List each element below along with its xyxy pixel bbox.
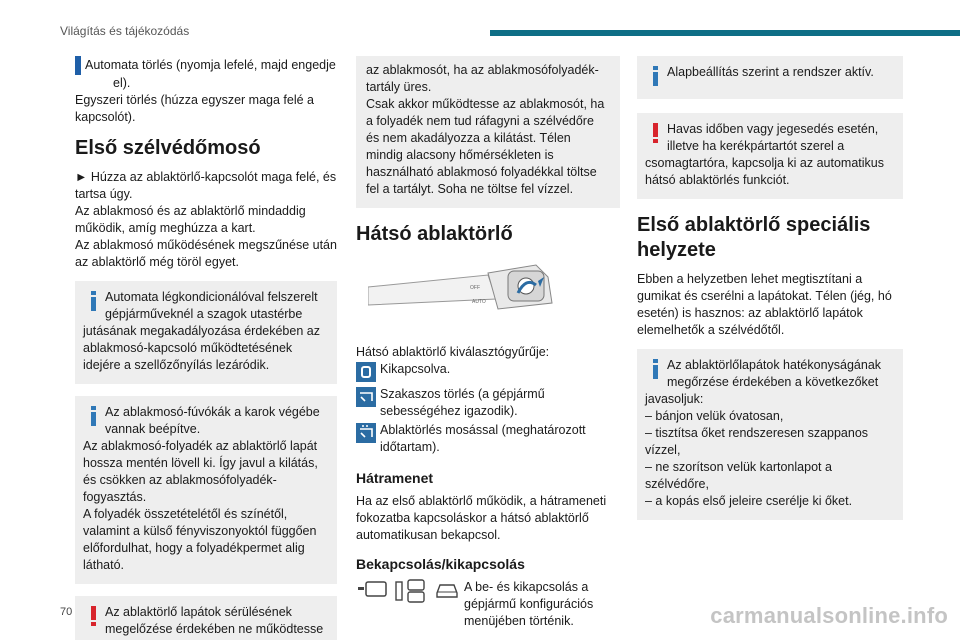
info-box-default <box>637 56 903 99</box>
option-off <box>356 361 620 382</box>
info-text: javasoljuk: <box>645 392 704 406</box>
warning-text: Csak akkor működtesse az ablakmosót, ha a folyadék nem tud ráfagyni a szélvédőre és nem akadályozza a kilátást. Télen mindig alacsony hőmérsékleten is használható ablakmosó folyadékkal töltse fel a tartályt. Soha ne töltse fel vízzel. <box>366 97 605 196</box>
warning-box-continued <box>356 56 620 208</box>
rear-wiper-stalk-illustration <box>368 259 578 327</box>
info-text: jutásának megakadályozása érdekében az ablakmosó-kapcsoló működtetésének idejére a szellőzőnyílás lezáródik. <box>83 324 320 372</box>
column-3 <box>637 56 903 534</box>
column-2 <box>356 56 620 630</box>
info-icon <box>86 406 102 428</box>
paragraph: Az ablakmosó működésének megszűnése után az ablaktörlő még töröl egyet. <box>75 238 337 269</box>
option-wash <box>356 422 620 456</box>
illustration-label-off: OFF <box>470 285 480 291</box>
selector-title: Hátsó ablaktörlő kiválasztógyűrűje: <box>356 345 550 359</box>
info-box-nozzles <box>75 396 337 584</box>
running-header: Világítás és tájékozódás <box>60 24 190 38</box>
auto-badge-label: AUTO <box>40 61 63 70</box>
info-icon <box>648 66 664 88</box>
subheading-onoff: Bekapcsolás/kikapcsolás <box>356 556 525 572</box>
warning-icon <box>86 606 102 628</box>
paragraph: Ebben a helyzetben lehet megtisztítani a gumikat és cserélni a lapátokat. Télen (jég, hó esetén) is hasznos: az ablaktörlő lapátok elemelhetők a szélvédőtől. <box>637 272 892 337</box>
warning-text: az ablakmosót, ha az ablakmosófolyadék-tartály üres. <box>366 63 599 94</box>
warning-icon <box>648 123 664 145</box>
config-icons-row <box>356 579 620 630</box>
subheading-reverse: Hátramenet <box>356 470 434 486</box>
info-text: Automata légkondicionálóval felszerelt gépjárműveknél a szagok utastérbe <box>105 290 318 321</box>
info-box-blade-care <box>637 349 903 520</box>
warning-box-blades <box>75 596 337 640</box>
warning-text: Havas időben vagy jegesedés esetén, illetve ha kerékpártartót szerel a <box>667 122 879 153</box>
vehicle-icon <box>434 579 460 601</box>
auto-wipe-icon: AUTO ⇩ <box>75 56 81 75</box>
info-icon <box>648 359 664 381</box>
warning-text: csomagtartóra, kapcsolja ki az automatikus hátsó ablaktörlés funkciót. <box>645 156 884 187</box>
illustration-label-auto: AUTO <box>472 299 486 305</box>
list-item: – bánjon velük óvatosan, <box>645 409 784 423</box>
option-intermittent <box>356 386 620 420</box>
info-text: Az ablakmosó-fúvókák a karok végébe vannak beépítve. <box>105 405 320 436</box>
single-wipe-text: Egyszeri törlés (húzza egyszer maga felé a kapcsolót). <box>75 93 314 124</box>
paragraph: Ha az első ablaktörlő működik, a hátrameneti fokozatba kapcsoláskor a hátsó ablaktörlő automatikusan bekapcsol. <box>356 494 607 542</box>
warning-text: Az ablaktörlő lapátok sérülésének megelőzése érdekében ne működtesse <box>105 605 324 636</box>
page-number: 70 <box>60 606 73 618</box>
option-text: Szakaszos törlés (a gépjármű sebességéhez igazodik). <box>380 387 545 418</box>
list-item: – tisztítsa őket rendszeresen szappanos vízzel, <box>645 426 869 457</box>
onoff-text: A be- és kikapcsolás a gépjármű konfigurációs menüjében történik. <box>464 580 594 628</box>
info-icon <box>86 291 102 313</box>
option-text: Kikapcsolva. <box>380 362 451 376</box>
section-heading-front-washer: Első szélvédőmosó <box>75 137 261 159</box>
section-heading-rear-wiper: Hátsó ablaktörlő <box>356 223 513 245</box>
info-text: Az ablakmosó-folyadék az ablaktörlő lapát hossza mentén lövell ki. Így javul a kilátás, és csökken az ablakmosófolyadék-fogyasztás. <box>83 439 318 504</box>
option-text: Ablaktörlés mosással (meghatározott időtartam). <box>380 423 586 454</box>
info-box-ac <box>75 281 337 384</box>
info-text: Az ablaktörlőlapátok hatékonyságának megőrzése érdekében a következőket <box>667 358 882 389</box>
settings-menu-icon <box>394 579 430 603</box>
paragraph: ► Húzza az ablaktörlő-kapcsolót maga felé, és tartsa úgy. <box>75 170 337 201</box>
list-item: – a kopás első jeleire cserélje ki őket. <box>645 494 853 508</box>
info-text: Alapbeállítás szerint a rendszer aktív. <box>667 65 874 79</box>
wiper-wash-icon <box>356 423 376 443</box>
section-heading-special-position: Első ablaktörlő speciális helyzete <box>637 214 871 261</box>
wiper-off-icon <box>356 362 376 382</box>
screen-menu-icon <box>356 579 390 601</box>
auto-wipe-line <box>40 56 337 92</box>
list-item: – ne szorítson velük kartonlapot a szélvédőre, <box>645 460 832 491</box>
info-text: A folyadék összetételétől és színétől, valamint a külső fényviszonyoktól függően előfordulhat, hogy a folyadékpermet alig látható. <box>83 507 317 572</box>
wiper-intermittent-icon <box>356 387 376 407</box>
warning-box-snow <box>637 113 903 199</box>
auto-wipe-text: Automata törlés (nyomja lefelé, majd engedje el). <box>85 58 336 90</box>
header-accent-bar <box>490 30 960 36</box>
paragraph: Az ablakmosó és az ablaktörlő mindaddig működik, amíg meghúzza a kart. <box>75 204 306 235</box>
watermark: carmanualsonline.info <box>710 603 948 628</box>
